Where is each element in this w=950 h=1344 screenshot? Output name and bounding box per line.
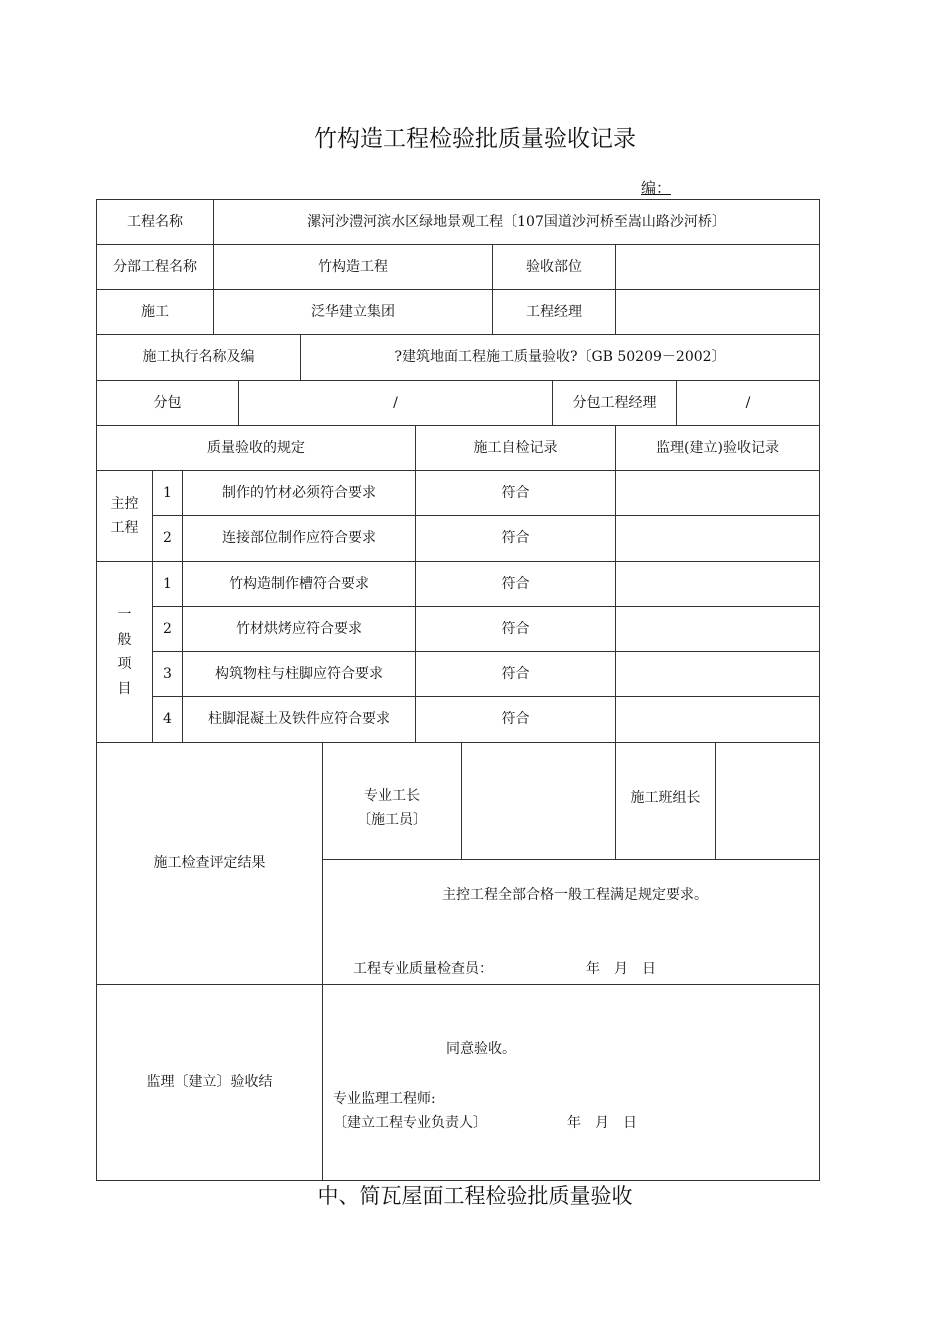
project-name-label: 工程名称	[96, 199, 214, 245]
inspection-date: 年 月 日	[586, 961, 656, 977]
supervision-header: 监理(建立)验收记录	[615, 425, 820, 471]
main-item-supervision	[615, 515, 820, 562]
main-item-no: 2	[152, 515, 183, 562]
general-item-no: 3	[152, 651, 183, 697]
main-item-result: 符合	[415, 470, 616, 516]
main-control-label-line2: 工程	[110, 520, 139, 536]
acceptance-part-label: 验收部位	[492, 244, 616, 290]
main-control-label	[96, 470, 153, 562]
supervision-responsible-label: 〔建立工程专业负责人〕	[333, 1115, 487, 1131]
general-label-char: 项	[117, 656, 132, 672]
general-item-supervision	[615, 696, 820, 743]
standard-label: 施工执行名称及编	[96, 334, 301, 381]
main-control-label-line1: 主控	[110, 495, 139, 512]
sub-project-label: 分部工程名称	[96, 244, 214, 290]
general-item-text: 构筑物柱与柱脚应符合要求	[182, 651, 416, 697]
main-item-result: 符合	[415, 515, 616, 562]
standard-value: ?建筑地面工程施工质量验收?〔GB 50209－2002〕	[300, 334, 820, 381]
foreman-signature-cell	[461, 742, 616, 860]
team-leader-signature-cell	[715, 742, 820, 860]
next-section-title: 中、简瓦屋面工程检验批质量验收	[317, 1184, 633, 1208]
subcontract-manager-value: /	[676, 380, 820, 426]
general-item-result: 符合	[415, 696, 616, 743]
foreman-line2: 〔施工员〕	[357, 811, 427, 828]
subcontract-value: /	[238, 380, 553, 426]
record-number-label: 编：	[641, 179, 672, 197]
main-item-supervision	[615, 470, 820, 516]
team-leader-label: 施工班组长	[615, 742, 716, 860]
general-item-result: 符合	[415, 561, 616, 607]
general-item-result: 符合	[415, 606, 616, 652]
general-item-text: 竹材烘烤应符合要求	[182, 606, 416, 652]
main-item-text: 制作的竹材必须符合要求	[182, 470, 416, 516]
sub-project-value: 竹构造工程	[213, 244, 493, 290]
general-label-char: 目	[117, 680, 132, 697]
supervision-date: 年 月 日	[567, 1115, 637, 1131]
self-check-header: 施工自检记录	[415, 425, 616, 471]
project-name-value: 漯河沙澧河滨水区绿地景观工程〔107国道沙河桥至嵩山路沙河桥〕	[213, 199, 820, 245]
general-item-supervision	[615, 606, 820, 652]
construction-label: 施工	[96, 289, 214, 335]
acceptance-part-value	[615, 244, 820, 290]
general-item-supervision	[615, 651, 820, 697]
project-manager-label: 工程经理	[492, 289, 616, 335]
general-label	[96, 561, 153, 743]
page-title: 竹构造工程检验批质量验收记录	[314, 126, 636, 152]
inspector-label: 工程专业质量检查员：	[353, 961, 493, 977]
supervision-label: 监理〔建立〕验收结	[96, 984, 323, 1181]
general-item-supervision	[615, 561, 820, 607]
project-manager-value	[615, 289, 820, 335]
foreman-cell	[322, 742, 462, 860]
supervision-result-cell	[322, 984, 820, 1181]
main-item-text: 连接部位制作应符合要求	[182, 515, 416, 562]
inspection-conclusion: 主控工程全部合格一般工程满足规定要求。	[442, 887, 708, 903]
general-item-no: 1	[152, 561, 183, 607]
subcontract-label: 分包	[96, 380, 239, 426]
general-item-text: 竹构造制作槽符合要求	[182, 561, 416, 607]
general-label-char: 一	[117, 607, 132, 623]
main-item-no: 1	[152, 470, 183, 516]
general-item-result: 符合	[415, 651, 616, 697]
general-item-no: 2	[152, 606, 183, 652]
general-label-char: 般	[117, 631, 132, 648]
subcontract-manager-label: 分包工程经理	[552, 380, 677, 426]
supervision-engineer-label: 专业监理工程师:	[333, 1091, 436, 1107]
spec-header: 质量验收的规定	[96, 425, 416, 471]
construction-value: 泛华建立集团	[213, 289, 493, 335]
general-item-text: 柱脚混凝土及铁件应符合要求	[182, 696, 416, 743]
inspection-label: 施工检查评定结果	[96, 742, 323, 985]
supervision-conclusion: 同意验收。	[446, 1041, 516, 1057]
foreman-line1: 专业工长	[364, 788, 420, 804]
general-item-no: 4	[152, 696, 183, 743]
